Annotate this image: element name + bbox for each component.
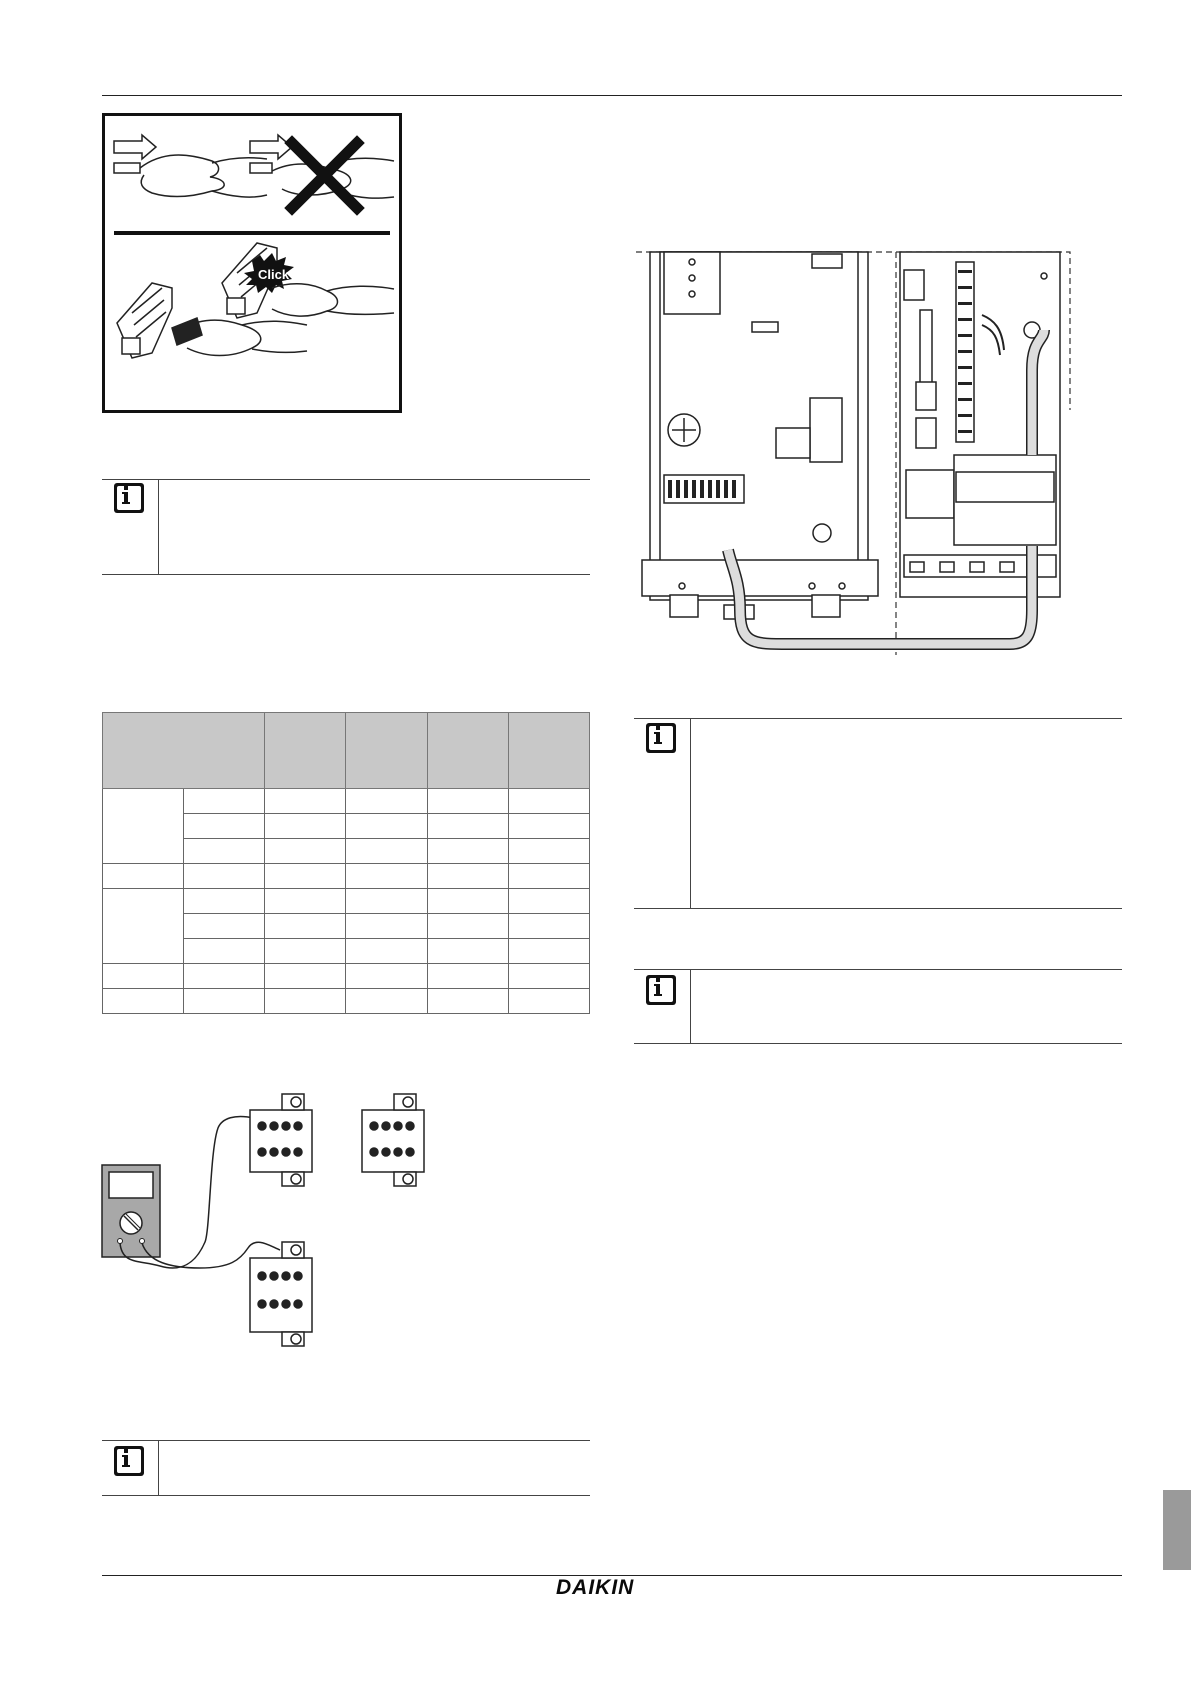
table-header-cell — [508, 713, 589, 789]
note-1-divider — [158, 479, 159, 575]
switch-box-drawing — [632, 250, 1072, 655]
table-header-cell — [427, 713, 508, 789]
info-icon — [114, 1446, 144, 1476]
note-4-divider — [690, 969, 691, 1044]
terminal-block-a-icon — [250, 1094, 312, 1186]
multimeter-measurement-figure — [100, 1090, 450, 1360]
info-icon — [646, 975, 676, 1005]
info-icon — [646, 723, 676, 753]
note-3-top-rule — [634, 718, 1122, 719]
note-3-bottom-rule — [634, 908, 1122, 909]
table-row — [103, 864, 590, 889]
connector-pins — [668, 480, 736, 498]
side-tab — [1163, 1490, 1191, 1570]
connector-insertion-drawing — [102, 113, 402, 413]
switch-box-wiring-figure — [632, 250, 1072, 655]
table-header-cell — [265, 713, 346, 789]
note-4-top-rule — [634, 969, 1122, 970]
note-3-divider — [690, 718, 691, 908]
note-4-bottom-rule — [634, 1043, 1122, 1044]
multimeter-icon — [102, 1165, 160, 1257]
daikin-logo: DAIKIN — [556, 1576, 635, 1599]
table-row — [103, 964, 590, 989]
table-header-cell — [103, 713, 265, 789]
table-row — [103, 989, 590, 1014]
table-row — [103, 789, 590, 814]
spec-table — [102, 712, 590, 1014]
connector-insertion-figure — [102, 113, 402, 413]
table-row — [103, 889, 590, 914]
note-2-divider — [158, 1440, 159, 1496]
left-enclosure-icon — [642, 252, 878, 619]
info-icon — [114, 483, 144, 513]
note-2-bottom-rule — [102, 1495, 590, 1496]
terminal-block-c-icon — [250, 1242, 312, 1346]
table-header-cell — [346, 713, 427, 789]
note-1-bottom-rule — [102, 574, 590, 575]
header-rule — [102, 95, 1122, 96]
note-2-top-rule — [102, 1440, 590, 1441]
click-label: Click — [258, 267, 290, 282]
note-1-top-rule — [102, 479, 590, 480]
terminal-block-b-icon — [362, 1094, 424, 1186]
multimeter-drawing — [100, 1090, 450, 1360]
table-header-row — [103, 713, 590, 789]
